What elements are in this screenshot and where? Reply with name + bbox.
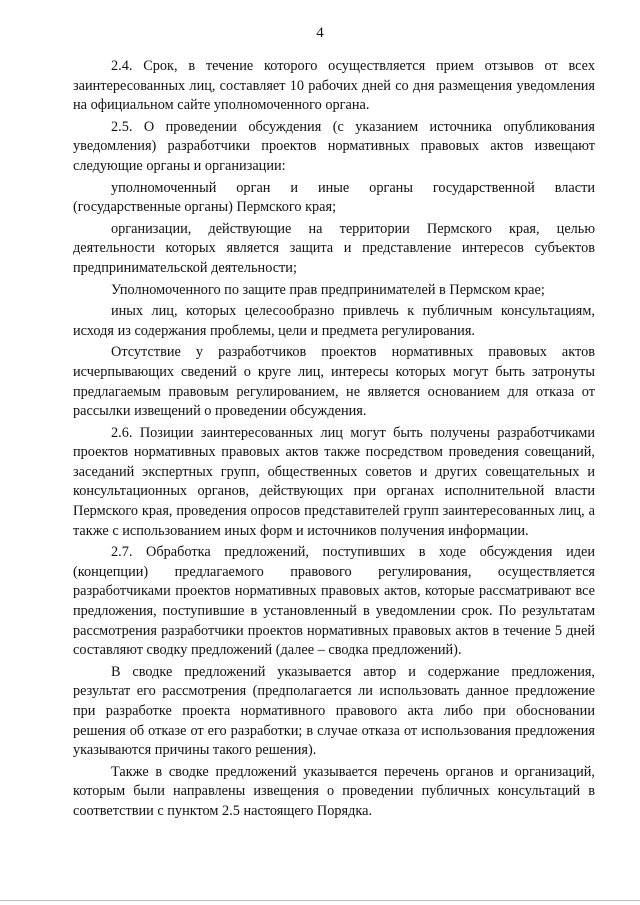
paragraph-summary-recipients: Также в сводке предложений указывается перечень органов и организаций, которым были направлены извещения о проведении публичных консультаций в соответствии с пунктом 2.5 настоящего Порядка. — [73, 763, 595, 819]
paragraph-absence-of-info: Отсутствие у разработчиков проектов нормативных правовых актов исчерпывающих сведений о круге лиц, интересы которых могут быть затронуты предлагаемым правовым регулированием, не является основанием для отказа от рассылки извещений о проведении обсуждения. — [73, 344, 595, 420]
list-item-authorized-body: уполномоченный орган и иные органы государственной власти (государственные органы) Пермского края; — [73, 179, 595, 216]
document-body — [73, 57, 595, 824]
paragraph-2-5: 2.5. О проведении обсуждения (с указанием источника опубликования уведомления) разработчики проектов нормативных правовых актов извещают следующие органы и организации: — [73, 118, 595, 174]
paragraph-2-7: 2.7. Обработка предложений, поступивших в ходе обсуждения идеи (концепции) предлагаемого правового регулирования, осуществляется разработчиками проектов нормативных правовых актов, которые рассматривают все предложения, поступившие в установленный в уведомлении срок. По результатам рассмотрения разработчики проектов нормативных правовых актов в течение 5 дней составляют сводку предложений (далее – сводка предложений). — [73, 544, 595, 659]
paragraph-2-4: 2.4. Срок, в течение которого осуществляется прием отзывов от всех заинтересованных лиц, составляет 10 рабочих дней со дня размещения уведомления на официальном сайте уполномоченного органа. — [73, 58, 595, 114]
bottom-divider — [0, 900, 640, 901]
page-number: 4 — [316, 25, 324, 41]
paragraph-summary-contents: В сводке предложений указывается автор и содержание предложения, результат его рассмотрения (предполагается ли использовать данное предложение при разработке проекта нормативного правового акта либо при обосновании решения об отказе от его разработки; в случае отказа от использования предложения указываются причины такого решения). — [73, 663, 595, 759]
list-item-ombudsman: Уполномоченного по защите прав предпринимателей в Пермском крае; — [111, 281, 545, 298]
paragraph-2-6: 2.6. Позиции заинтересованных лиц могут быть получены разработчиками проектов нормативных правовых актов также посредством проведения совещаний, заседаний экспертных групп, общественных советов и других совещательных и консультационных органов, действующих при органах исполнительной власти Пермского края, проведения опросов представителей групп заинтересованных лиц, а также с использованием иных форм и источников получения информации. — [73, 424, 595, 539]
list-item-other-persons: иных лиц, которых целесообразно привлечь к публичным консультациям, исходя из содержания проблемы, цели и предмета регулирования. — [73, 303, 595, 339]
list-item-organizations: организации, действующие на территории Пермского края, целью деятельности которых является защита и представление интересов субъектов предпринимательской деятельности; — [73, 220, 595, 276]
